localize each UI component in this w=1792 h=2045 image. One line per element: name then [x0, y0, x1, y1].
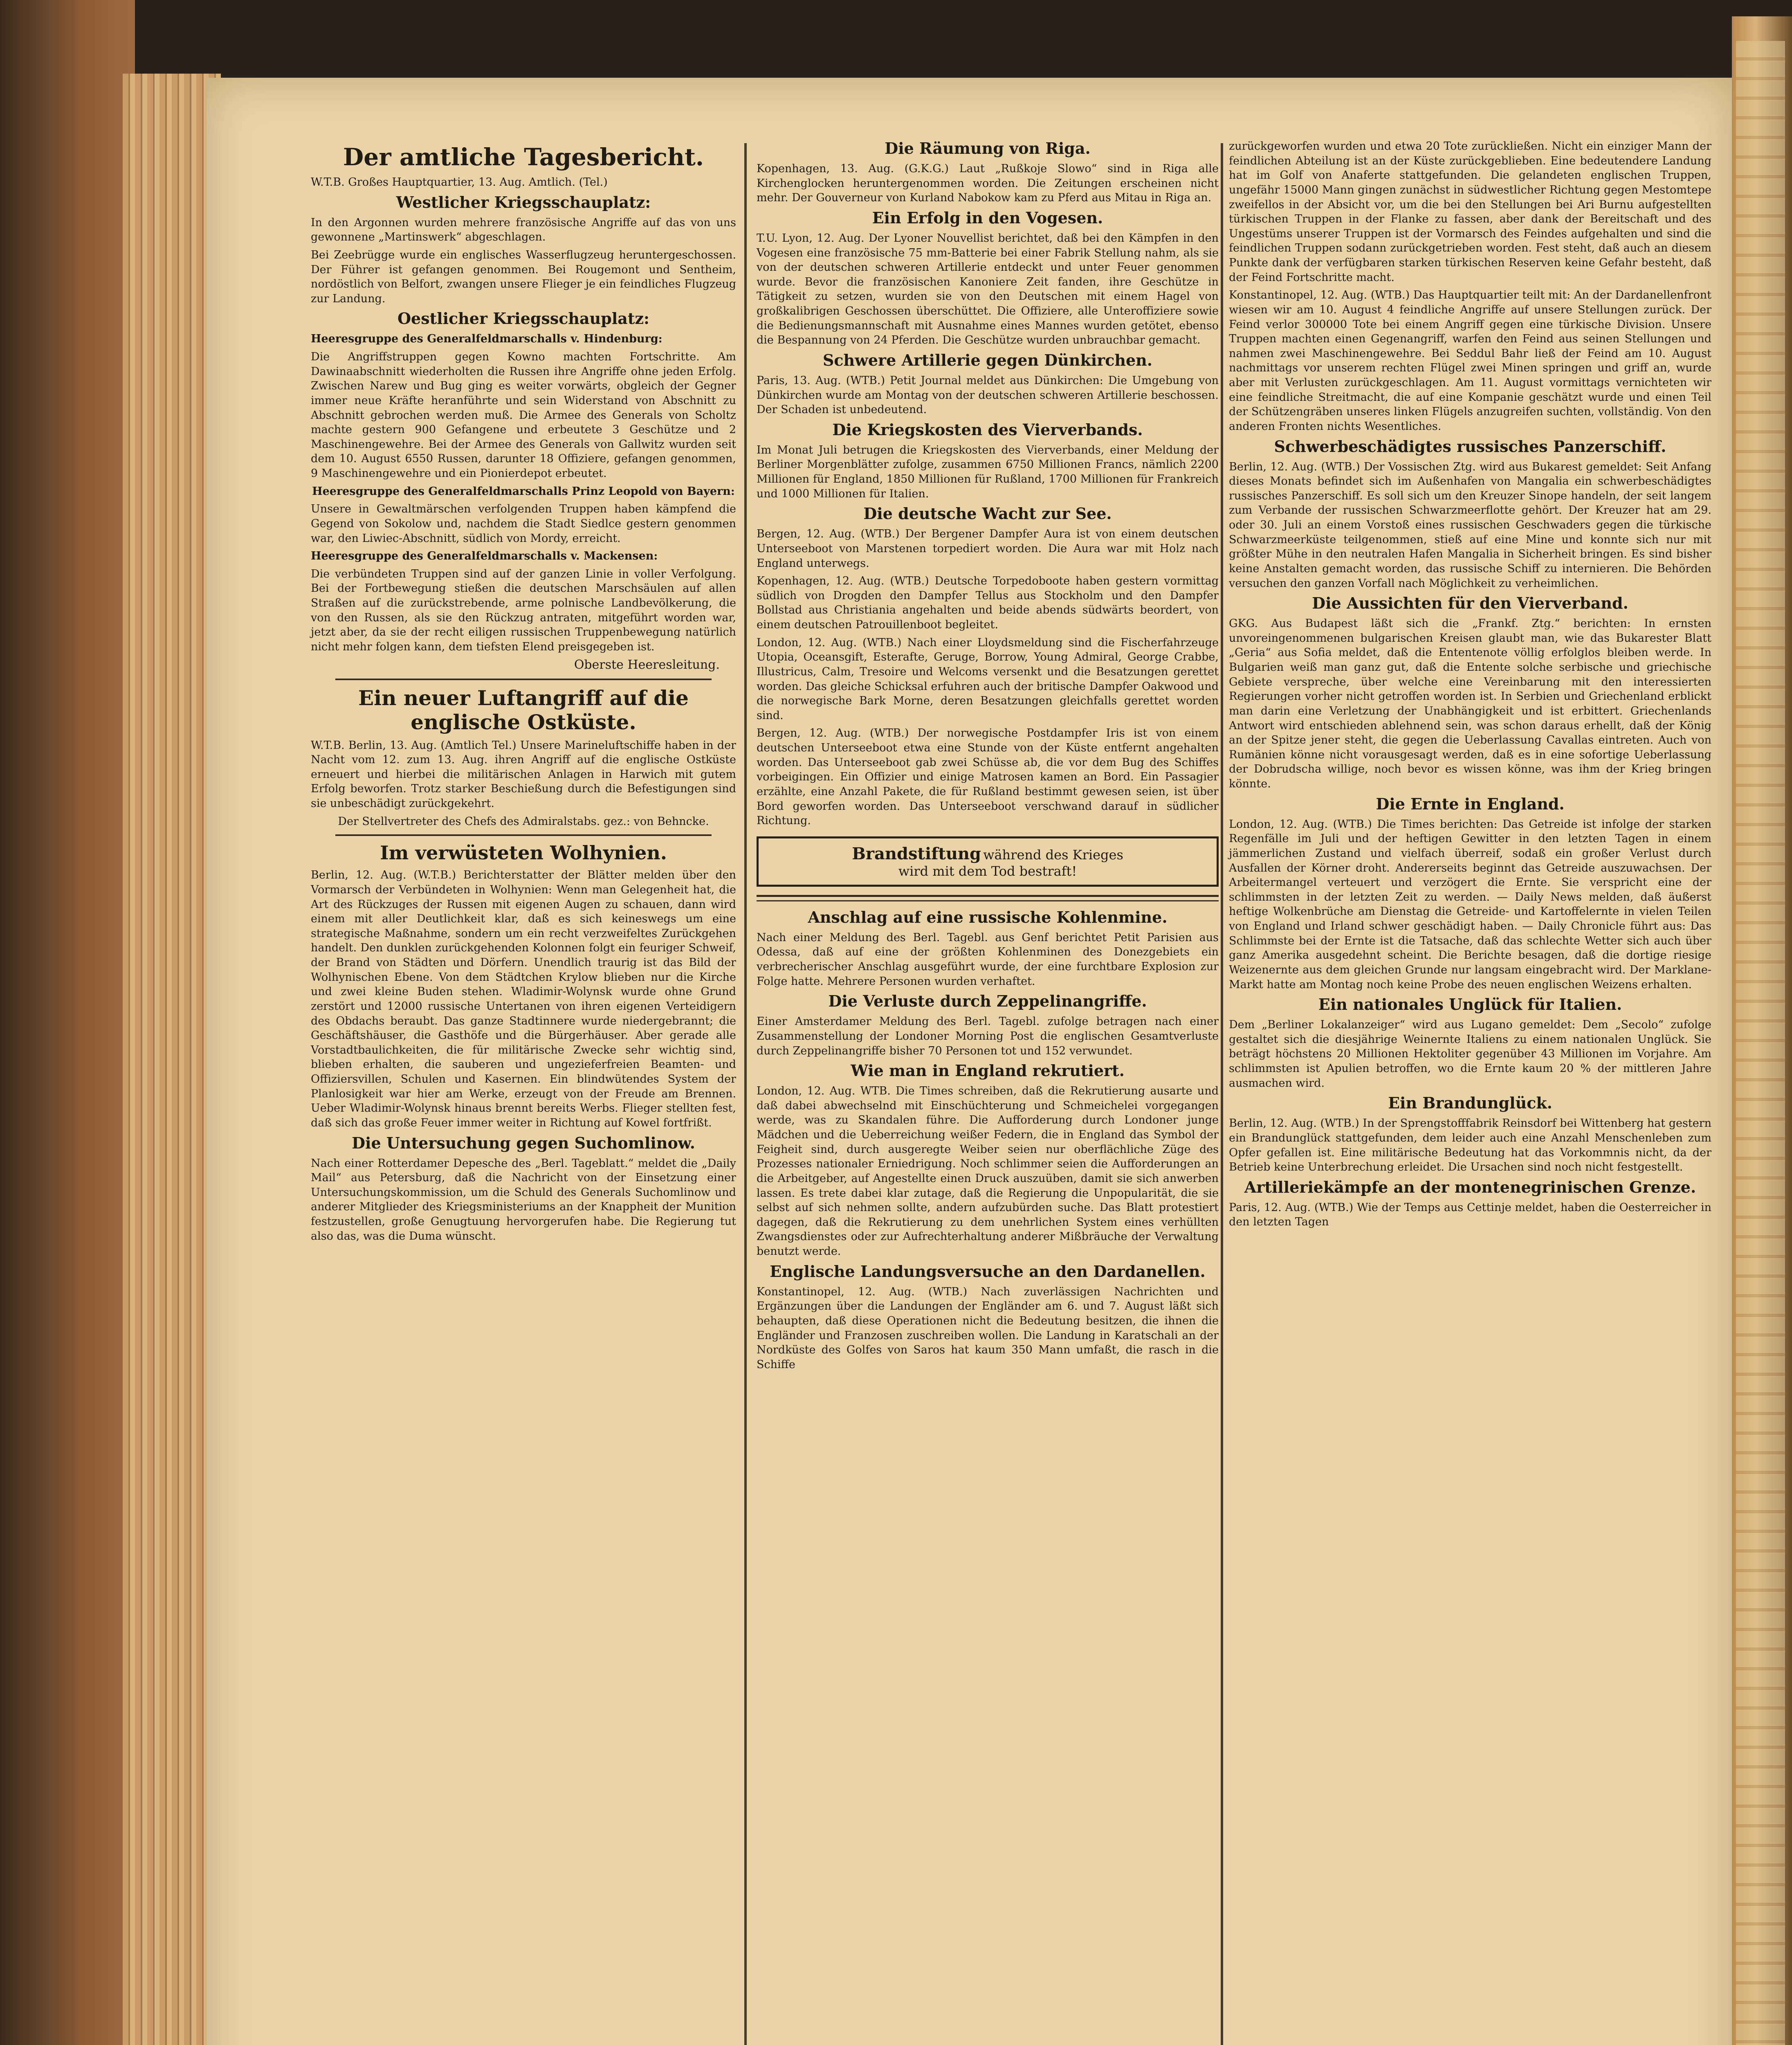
paragraph: Einer Amsterdamer Meldung des Berl. Tagebl. zufolge betragen nach einer Zusammenstellung der Londoner Morning Post die englischen Gesamtverluste durch Zeppelinangriffe bisher 70 Personen tot und 152 verwundet. [757, 1015, 1219, 1057]
notice-text: wird mit dem Tod bestraft! [898, 863, 1077, 879]
article-title: Englische Landungsversuche an den Dardanellen. [770, 1262, 1206, 1281]
article-title: Ein neuer Luftangriff auf die englische Ostküste. [358, 685, 689, 734]
paragraph: Unsere in Gewaltmärschen verfolgenden Truppen haben kämpfend die Gegend von Sokolow und, nachdem die Stadt Siedlce gestern genommen war, den Liwiec-Abschnitt, südlich von Mordy, erreicht. [311, 503, 736, 545]
right-page-edge [1732, 16, 1792, 2045]
paragraph: In den Argonnen wurden mehrere französische Angriffe auf das von uns gewonnene „Martinswerk“ abgeschlagen. [311, 216, 736, 244]
article-title: Schwerbeschädigtes russisches Panzerschiff. [1274, 437, 1666, 456]
book-spine-pages [123, 74, 221, 2045]
article-title: Wie man in England rekrutiert. [851, 1061, 1125, 1080]
paragraph: Konstantinopel, 12. Aug. (WTB.) Das Hauptquartier teilt mit: An der Dardanellenfront wiesen wir am 10. August 4 feindliche Angriffe auf unsere Stellungen zurück. Der Feind verlor 300000 Tote bei einem Angriff gegen eine türkische Division. Unsere Truppen machten einen Gegenangriff, warfen den Feind aus seinen Stellungen und nahmen zwei Maschinengewehre. Bei Seddul Bahr ließ der Feind am 10. August nachmittags vor unserem rechten Flügel zwei Minen springen und griff an, wurde aber mit Verlusten zurückgeschlagen. Am 11. August vormittags vernichteten wir eine feindliche Streitmacht, die auf eine Kompanie geschätzt wurde und einen Teil der Schützengräben unseres linken Flügels anzugreifen suchten, vollständig. Von den anderen Fronten nichts Wesentliches. [1229, 289, 1711, 433]
article-title: Im verwüsteten Wolhynien. [380, 842, 667, 864]
paragraph: Die Angriffstruppen gegen Kowno machten Fortschritte. Am Dawinaabschnitt wiederholten die Russen ihre Angriffe ohne jeden Erfolg. Zwischen Narew und Bug ging es weiter vorwärts, obgleich der Gegner immer neue Kräfte heranführte und sein Widerstand von Abschnitt zu Abschnitt gebrochen werden muß. Die Armee des Generals von Scholtz machte gestern 900 Gefangene und erbeutete 3 Geschütze und 2 Maschinengewehre. Bei der Armee des Generals von Gallwitz wurden seit dem 10. August 6550 Russen, darunter 18 Offiziere, gefangen genommen, 9 Maschinengewehre und ein Pionierdepot erbeutet. [311, 351, 736, 480]
article-title: Schwere Artillerie gegen Dünkirchen. [822, 351, 1153, 369]
signature: Oberste Heeresleitung. [574, 657, 720, 672]
paragraph: Konstantinopel, 12. Aug. (WTB.) Nach zuverlässigen Nachrichten und Ergänzungen über die Landungen der Engländer am 6. und 7. August läßt sich behaupten, daß diese Operationen nicht die Bedeutung besitzen, die ihnen die Engländer und Franzosen zuschreiben wollen. Die Landung in Karatschali an der Nordküste des Golfes von Saros hat kaum 350 Mann umfaßt, die rasch in die Schiffe [757, 1285, 1219, 1371]
paragraph: Paris, 13. Aug. (WTB.) Petit Journal meldet aus Dünkirchen: Die Umgebung von Dünkirchen wurde am Montag von der deutschen schweren Artillerie beschossen. Der Schaden ist unbedeutend. [757, 374, 1219, 416]
paragraph: Berlin, 12. Aug. (WTB.) In der Sprengstofffabrik Reinsdorf bei Wittenberg hat gestern ein Brandunglück stattgefunden, dem leider auch eine Anzahl Menschenleben zum Opfer gefallen ist. Eine militärische Bedeutung hat das Vorkommnis nicht, da der Betrieb keine Unterbrechung erleidet. Die Ursachen sind noch nicht festgestellt. [1229, 1117, 1711, 1174]
section-heading: Westlicher Kriegsschauplatz: [396, 193, 651, 211]
article-title: Die Räumung von Riga. [885, 139, 1091, 157]
paragraph: Nach einer Meldung des Berl. Tagebl. aus Genf berichtet Petit Parisien aus Odessa, daß auf eine der größten Kohlenminen des Donezgebiets ein verbrecherischer Anschlag ausgeführt wurde, der eine furchtbare Explosion zur Folge hatte. Mehrere Personen wurden verhaftet. [757, 931, 1219, 988]
adjacent-page [1736, 41, 1785, 2045]
article-title: Die Untersuchung gegen Suchomlinow. [352, 1133, 695, 1152]
notice-title: Brandstiftung [852, 844, 981, 863]
paragraph: Berlin, 12. Aug. (WTB.) Der Vossischen Ztg. wird aus Bukarest gemeldet: Seit Anfang dieses Monats befindet sich im Außenhafen von Mangalia ein schwerbeschädigtes russisches Panzerschiff. Es soll sich um den Kreuzer Sinope handeln, der seit langem zum Verbande der russischen Schwarzmeerflotte gehört. Der Kreuzer hat am 29. oder 30. Juli an einem Vorstoß eines russischen Geschwaders gegen die türkische Schwarzmeerküste teilgenommen, stieß auf eine Mine und konnte sich nur mit größter Mühe in den neutralen Hafen Mangalia in Sicherheit bringen. Es sind bisher keine Anstalten gemacht worden, das russische Schiff zu internieren. Die Behörden versuchen den ganzen Vorfall nach Möglichkeit zu verheimlichen. [1229, 460, 1711, 590]
paragraph: London, 12. Aug. WTB. Die Times schreiben, daß die Rekrutierung ausarte und daß dabei abwechselnd mit Einschüchterung und Schmeichelei vorgegangen werde, was zu Skandalen führe. Die Aufforderung durch Londoner junge Mädchen und die Ueberreichung weißer Federn, die in England das Symbol der Feigheit sind, durch ausgeregte Weiber seien nur oberflächliche Züge des Prozesses nationaler Erniedrigung. Noch schlimmer seien die Aufforderungen an die Arbeitgeber, auf Angestellte einen Druck auszuüben, damit sie sich anwerben lassen. Es trete dabei klar zutage, daß die Regierung die Unpopularität, die sie selbst auf sich nehmen sollte, andern aufzubürden suche. Das Blatt protestiert dagegen, daß die Rekrutierung zu dem unehrlichen System eines verhüllten Zwangsdienstes oder zur Aufrechterhaltung anderer Mißbräuche der Verwaltung benutzt werde. [757, 1085, 1219, 1258]
article-title: Artilleriekämpfe an der montenegrinischen Grenze. [1244, 1178, 1696, 1196]
article-title: Ein Erfolg in den Vogesen. [872, 208, 1103, 227]
subheading: Heeresgruppe des Generalfeldmarschalls v. Hindenburg: [311, 333, 662, 346]
paragraph: Die verbündeten Truppen sind auf der ganzen Linie in voller Verfolgung. Bei der Fortbewegung stießen die deutschen Marschsäulen auf allen Straßen auf die zurückstrebende, arme polnische Landbevölkerung, die von den Russen, als sie den Rückzug antraten, mitgeführt worden war, jetzt aber, da sie der recht eiligen russischen Truppenbewegung natürlich nicht mehr folgen kann, dem tiefsten Elend preisgegeben ist. [311, 567, 736, 653]
signature: Der Stellvertreter des Chefs des Admiralstabs. gez.: von Behncke. [338, 815, 709, 828]
article-title: Ein nationales Unglück für Italien. [1318, 995, 1622, 1014]
article-title: Die Ernte in England. [1376, 794, 1565, 813]
newspaper-page [207, 78, 1732, 2045]
paragraph: Kopenhagen, 12. Aug. (WTB.) Deutsche Torpedoboote haben gestern vormittag südlich von Drogden den Dampfer Tellus aus Stockholm und den Dampfer Bollstad aus Christiania angehalten und beide abends südwärts beordert, von einem deutschen Patrouillenboot begleitet. [757, 575, 1219, 631]
dateline: W.T.B. Großes Hauptquartier, 13. Aug. Amtlich. (Tel.) [311, 176, 608, 189]
column-2 [757, 139, 1219, 1375]
paragraph: Im Monat Juli betrugen die Kriegskosten des Vierverbands, einer Meldung der Berliner Morgenblätter zufolge, zusammen 6750 Millionen Francs, nämlich 2200 Millionen für England, 1850 Millionen für Rußland, 1700 Millionen für Frankreich und 1000 Millionen für Italien. [757, 443, 1219, 500]
paragraph: W.T.B. Berlin, 13. Aug. (Amtlich Tel.) Unsere Marineluftschiffe haben in der Nacht vom 12. zum 13. Aug. ihren Angriff auf die englische Ostküste erneuert und hierbei die militärischen Anlagen in Harwich mit gutem Erfolg beworfen. Trotz starker Beschießung durch die Befestigungen sind sie unbeschädigt zurückgekehrt. [311, 739, 736, 810]
notice-text: während des Krieges [983, 847, 1123, 863]
column-3 [1229, 139, 1711, 1233]
paragraph: London, 12. Aug. (WTB.) Die Times berichten: Das Getreide ist infolge der starken Regenfälle im Juli und der heftigen Gewitter in den letzten Tagen in einem jämmerlichen Zustand und vielfach überreif, sodaß ein großer Verlust durch Ausfallen der Körner droht. Andererseits beginnt das Getreide auszuwachsen. Der Arbeitermangel verteuert und verzögert die Ernte. Sie verspricht eine der schlimmsten in der letzten Zeit zu werden. — Daily News melden, daß äußerst heftige Wolkenbrüche am Dienstag die Getreide- und Kartoffelernte in vielen Teilen von England und Irland schwer geschädigt haben. — Daily Chronicle führt aus: Das Schlimmste bei der Ernte ist die Tatsache, daß das schlechte Wetter sich auch über ganz Amerika ausgedehnt scheint. Die Berichte besagen, daß die dortige riesige Weizenernte aus dem gleichen Grunde nur langsam eingebracht wird. Der Marklane-Markt hatte am Montag noch keine Probe des neuen englischen Weizens erhalten. [1229, 818, 1711, 991]
article-title: Die Kriegskosten des Vierverbands. [832, 420, 1143, 439]
divider [335, 679, 712, 680]
paragraph: Bergen, 12. Aug. (WTB.) Der Bergener Dampfer Aura ist von einem deutschen Unterseeboot von Marstenen torpediert worden. Die Aura war mit Holz nach England unterwegs. [757, 528, 1219, 570]
paragraph: Nach einer Rotterdamer Depesche des „Berl. Tageblatt.“ meldet die „Daily Mail“ aus Petersburg, daß die Nachricht von der Einsetzung einer Untersuchungskommission, um die Schuld des Generals Suchomlinow und anderer Mitglieder des Kriegsministeriums an der Knappheit der Munition festzustellen, große Genugtuung hervorgerufen habe. Die Regierung tut also das, was die Duma wünscht. [311, 1157, 736, 1243]
article-title: Die Aussichten für den Vierverband. [1312, 594, 1628, 613]
column-rule-1 [744, 143, 747, 2045]
paragraph: Bei Zeebrügge wurde ein englisches Wasserflugzeug heruntergeschossen. Der Führer ist gefangen genommen. Bei Rougemont und Sentheim, nordöstlich von Belfort, zwangen unsere Flieger je ein feindliches Flugzeug zur Landung. [311, 248, 736, 305]
column-rule-2 [1221, 143, 1223, 2045]
paragraph: Dem „Berliner Lokalanzeiger“ wird aus Lugano gemeldet: Dem „Secolo“ zufolge gestaltet sich die diesjährige Weinernte Italiens zu einem nationalen Unglück. Sie beträgt höchstens 20 Millionen Hektoliter gegenüber 43 Millionen im Vorjahre. Am schlimmsten ist Apulien betroffen, wo die Ernte kaum 20 % der mittleren Jahre ausmachen wird. [1229, 1018, 1711, 1090]
article-title: Anschlag auf eine russische Kohlenmine. [808, 908, 1168, 926]
subheading: Heeresgruppe des Generalfeldmarschalls v. Mackensen: [311, 550, 658, 563]
divider [335, 834, 712, 836]
article-title: Der amtliche Tagesbericht. [343, 143, 704, 171]
article-title: Ein Brandunglück. [1388, 1094, 1552, 1112]
article-title: Die deutsche Wacht zur See. [863, 504, 1112, 523]
paragraph: zurückgeworfen wurden und etwa 20 Tote zurückließen. Nicht ein einziger Mann der feindlichen Abteilung ist an der Küste zurückgeblieben. Eine bedeutendere Landung hat im Golf von Anaferte stattgefunden. Die gelandeten englischen Truppen, ungefähr 15000 Mann gingen zunächst in südwestlicher Richtung gegen Mestomtepe zweifellos in der Absicht vor, um die bei den Stellungen bei Ari Burnu aufgestellten türkischen Truppen in der Flanke zu fassen, aber dank der Bereitschaft und des Ungestüms unserer Truppen ist der Vormarsch des Feindes aufgehalten und sind die feindlichen Truppen sodann zurückgetrieben worden. Fest steht, daß auch an diesem Punkte dank der verfügbaren starken türkischen Reserven keine Gefahr besteht, daß der Feind Fortschritte macht. [1229, 140, 1711, 284]
column-1 [311, 139, 736, 1247]
divider [757, 895, 1219, 901]
paragraph: Paris, 12. Aug. (WTB.) Wie der Temps aus Cettinje meldet, haben die Oesterreicher in den letzten Tagen [1229, 1201, 1711, 1229]
book-cover-edge [0, 0, 135, 2045]
paragraph: Bergen, 12. Aug. (WTB.) Der norwegische Postdampfer Iris ist von einem deutschen Unterseeboot etwa eine Stunde von der Küste entfernt angehalten worden. Das Unterseeboot gab zwei Schüsse ab, die vor dem Bug des Schiffes vorbeigingen. Ein Offizier und einige Matrosen kamen an Bord. Ein Passagier erzählte, eine Anzahl Pakete, die für Rußland bestimmt gewesen seien, ist über Bord geworfen worden. Das Unterseeboot verschwand darauf in südlicher Richtung. [757, 727, 1219, 827]
paragraph: GKG. Aus Budapest läßt sich die „Frankf. Ztg.“ berichten: In ernsten unvoreingenommenen bulgarischen Kreisen glaubt man, wie das Bukarester Blatt „Geria“ aus Sofia meldet, daß die Ententenote völlig erfolglos bleiben werde. In Bulgarien weiß man ganz gut, daß die Entente solche serbische und griechische Gebiete verspreche, über welche eine Vereinbarung mit den interessierten Regierungen vorher nicht getroffen worden ist. In Serbien und Griechenland erblickt man darin eine Verletzung der Unabhängigkeit und ist erbittert. Griechenlands Antwort wird entschieden ablehnend sein, was schon daraus erhellt, daß der König an der Spitze jener steht, die gegen die Ueberlassung Cavallas eintreten. Auch von Rumänien könne nicht vorausgesagt werden, daß es in eine sofortige Ueberlassung der Dobrudscha willige, noch bevor es wissen könne, was ihm der Krieg bringen könnte. [1229, 617, 1711, 790]
paragraph: T.U. Lyon, 12. Aug. Der Lyoner Nouvellist berichtet, daß bei den Kämpfen in den Vogesen eine französische 75 mm-Batterie bei einer Fabrik Stellung nahm, als sie von der deutschen schweren Artillerie entdeckt und unter Feuer genommen wurde. Bevor die französischen Kanoniere Zeit fanden, ihre Geschütze in Tätigkeit zu setzen, wurden sie von den Deutschen mit einem Hagel von großkalibrigen Geschossen überschüttet. Die Offiziere, alle Unteroffiziere sowie die Bedienungsmannschaft mit Ausnahme eines Mannes wurden getötet, ebenso die Bespannung von 24 Pferden. Die Geschütze wurden unbrauchbar gemacht. [757, 231, 1219, 347]
subheading: Heeresgruppe des Generalfeldmarschalls Prinz Leopold von Bayern: [312, 485, 735, 498]
notice-box [757, 836, 1219, 887]
section-heading: Oestlicher Kriegsschauplatz: [397, 309, 650, 328]
article-title: Die Verluste durch Zeppelinangriffe. [828, 992, 1147, 1011]
paragraph: Berlin, 12. Aug. (W.T.B.) Berichterstatter der Blätter melden über den Vormarsch der Verbündeten in Wolhynien: Wenn man Gelegenheit hat, die Art des Rückzuges der Russen mit eigenen Augen zu schauen, dann wird einem mit aller Deutlichkeit klar, daß es sich keineswegs um eine strategische Maßnahme, sondern um ein recht verzweifeltes Zurückgehen handelt. Den dunklen zurückgehenden Kolonnen folgt ein feuriger Schweif, der Brand von Städten und Dörfern. Unendlich traurig ist das Bild der Wolhynischen Ebene. Von dem Städtchen Krylow blieben nur die Kirche und zwei kleine Buden stehen. Wladimir-Wolynsk wurde ohne Grund zerstört und 12000 russische Untertanen von ihren eigenen Verteidigern des Obdachs beraubt. Das ganze Stadtinnere wurde niedergebrannt; die Geschäftshäuser, die Gasthöfe und die Bürgerhäuser. Aber gerade alle Vorstadtbaulichkeiten, die für militärische Zwecke sehr wichtig sind, blieben erhalten, die sauberen und ungezieferfreien Beamten- und Offiziersvillen, Schulen und Kasernen. Ein blindwütendes System der Planlosigkeit war hier am Werke, erzeugt von der Freude am Brennen. Ueber Wladimir-Wolynsk hinaus brennt bereits Werbs. Flieger stellten fest, daß sich das große Feuer immer weiter in Richtung auf Kowel fortfrißt. [311, 869, 736, 1129]
paragraph: Kopenhagen, 13. Aug. (G.K.G.) Laut „Rußkoje Slowo“ sind in Riga alle Kirchenglocken heruntergenommen worden. Die Zeitungen erscheinen nicht mehr. Der Gouverneur von Kurland Nabokow kam zu Pferd aus Mitau in Riga an. [757, 162, 1219, 204]
paragraph: London, 12. Aug. (WTB.) Nach einer Lloydsmeldung sind die Fischerfahrzeuge Utopia, Oceansgift, Esterafte, Geruge, Borrow, Young Admiral, George Crabbe, Illustricus, Calm, Tresoire und Welcoms versenkt und die Besatzungen gerettet worden. Das gleiche Schicksal erfuhren auch der britische Dampfer Oakwood und die norwegische Bark Morne, deren Besatzungen gleichfalls gerettet worden sind. [757, 636, 1219, 722]
